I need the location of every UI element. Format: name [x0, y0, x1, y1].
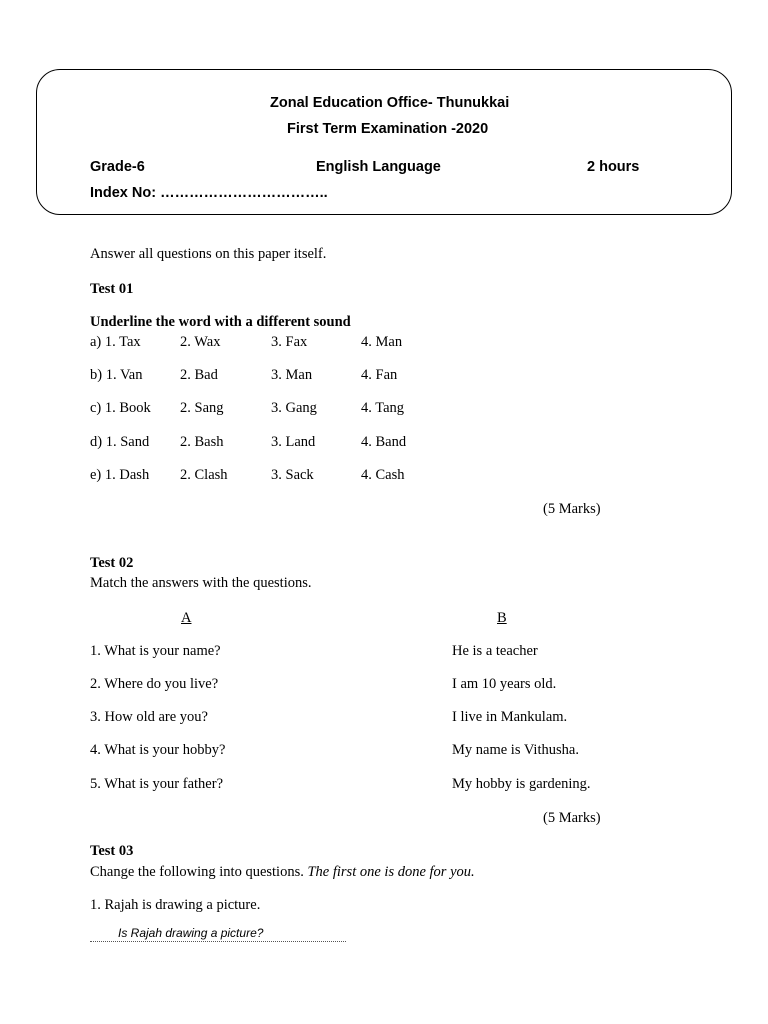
- test2-instruction: Match the answers with the questions.: [90, 575, 312, 591]
- test1-option: b) 1. Van: [90, 367, 143, 383]
- column-a-heading: A: [181, 610, 192, 626]
- test3-instruction-note: The first one is done for you.: [307, 864, 475, 880]
- test1-option: d) 1. Sand: [90, 434, 150, 450]
- test1-option: 3. Land: [271, 434, 316, 450]
- test2-marks: (5 Marks): [543, 810, 601, 826]
- test1-option: 2. Wax: [180, 334, 221, 350]
- test1-title: Test 01: [90, 281, 134, 297]
- answer-line[interactable]: [90, 941, 346, 942]
- column-b-heading: B: [497, 610, 507, 626]
- match-answer: My name is Vithusha.: [452, 742, 579, 758]
- test1-option: 2. Sang: [180, 400, 224, 416]
- duration-label: 2 hours: [587, 159, 640, 175]
- match-answer: I am 10 years old.: [452, 676, 557, 692]
- test1-option: 4. Tang: [361, 400, 405, 416]
- test1-option: 4. Cash: [361, 467, 405, 483]
- match-answer: My hobby is gardening.: [452, 776, 591, 792]
- test1-marks: (5 Marks): [543, 501, 601, 517]
- test1-option: 2. Clash: [180, 467, 228, 483]
- match-question: 4. What is your hobby?: [90, 742, 226, 758]
- test1-option: 3. Gang: [271, 400, 317, 416]
- test3-instruction-text: Change the following into questions.: [90, 864, 304, 880]
- match-answer: He is a teacher: [452, 643, 538, 659]
- test3-title: Test 03: [90, 843, 134, 859]
- exam-title: First Term Examination -2020: [287, 121, 489, 137]
- test2-title: Test 02: [90, 555, 134, 571]
- test1-option: e) 1. Dash: [90, 467, 150, 483]
- office-title: Zonal Education Office- Thunukkai: [270, 95, 510, 111]
- match-question: 2. Where do you live?: [90, 676, 219, 692]
- general-instructions: Answer all questions on this paper itself.: [90, 246, 327, 262]
- test3-item: 1. Rajah is drawing a picture.: [90, 897, 261, 913]
- test1-option: c) 1. Book: [90, 400, 151, 416]
- test3-instruction: [90, 864, 475, 881]
- test3-sample-answer: Is Rajah drawing a picture?: [118, 926, 264, 940]
- grade-label: Grade-6: [90, 159, 145, 175]
- test1-option: 4. Man: [361, 334, 403, 350]
- test1-option: 3. Man: [271, 367, 313, 383]
- test1-option: 3. Fax: [271, 334, 308, 350]
- test1-option: 4. Fan: [361, 367, 398, 383]
- test1-option: 4. Band: [361, 434, 407, 450]
- match-question: 5. What is your father?: [90, 776, 224, 792]
- index-number-field: Index No: ……………………………..: [90, 185, 328, 201]
- test1-option: 2. Bad: [180, 367, 218, 383]
- subject-label: English Language: [316, 159, 441, 175]
- test1-option: 2. Bash: [180, 434, 224, 450]
- match-answer: I live in Mankulam.: [452, 709, 568, 725]
- test1-option: 3. Sack: [271, 467, 314, 483]
- test1-option: a) 1. Tax: [90, 334, 141, 350]
- match-question: 1. What is your name?: [90, 643, 221, 659]
- test1-instruction: Underline the word with a different sound: [90, 314, 351, 330]
- match-question: 3. How old are you?: [90, 709, 208, 725]
